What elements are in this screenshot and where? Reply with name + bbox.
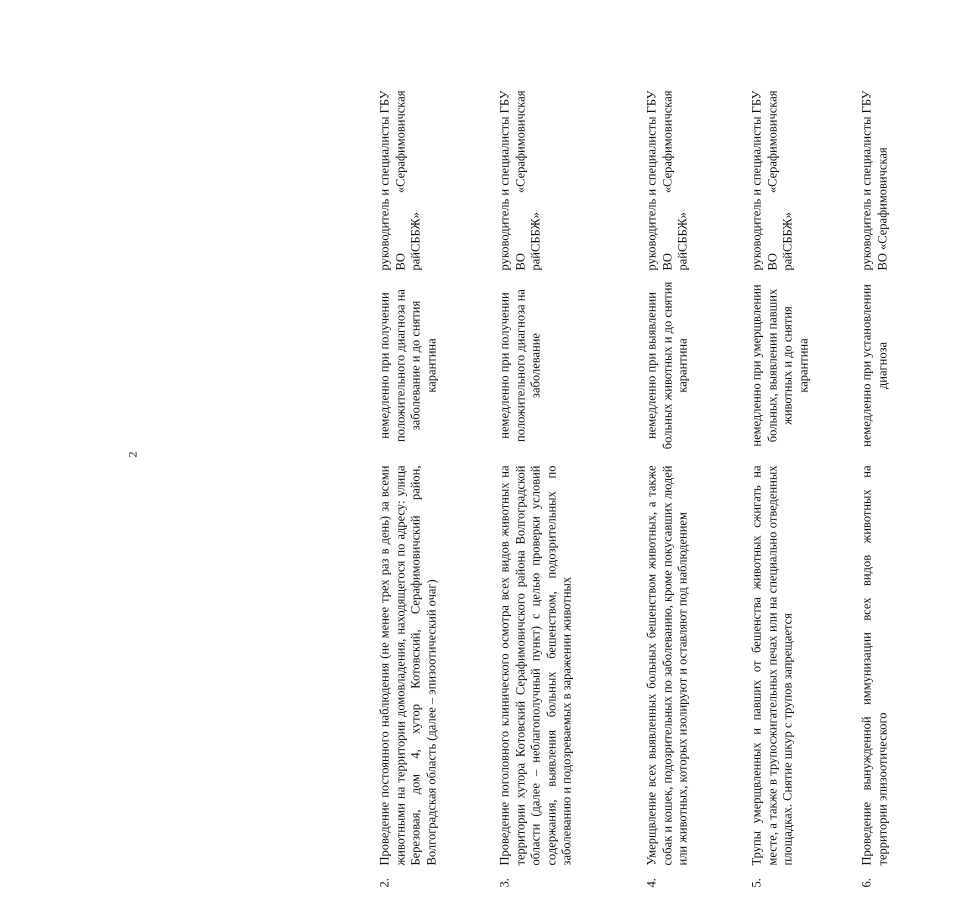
measure-responsible: руководитель и специалисты ГБУ ВО «Серафимовичская райСББЖ» bbox=[497, 90, 543, 271]
measure-responsible: руководитель и специалисты ГБУ ВО «Серафимовичская bbox=[859, 90, 889, 271]
rotated-table bbox=[320, 1, 960, 906]
measure-description: Проведение поголовного клинического осмотра всех видов животных на территории хутора Котовский Серафимовичского района Волгоградской области (далее – неблагополучный пункт) с целью проверки условий содержания, выявления больных бешенством, подозрительных по заболеванию и подозреваемых в заражении животных bbox=[497, 465, 574, 866]
measure-description: Проведение постоянного наблюдения (не менее трех раз в день) за всеми животными на территории домовладения, находящегося по адресу: улица Березовая, дом 4, хутор Котовский, Серафимовичский район, Волгоградская область (далее – эпизоотический очаг) bbox=[377, 465, 438, 866]
row-number: 5. bbox=[749, 878, 764, 888]
measure-deadline: немедленно при получении положительного диагноза на заболевание bbox=[497, 289, 543, 442]
row-number: 4. bbox=[644, 878, 659, 888]
measure-responsible: руководитель и специалисты ГБУ ВО «Серафимовичская райСББЖ» bbox=[644, 90, 690, 271]
measures-table bbox=[320, 1, 960, 906]
row-number: 6. bbox=[859, 878, 874, 888]
measure-deadline: немедленно при получении положительного диагноза на заболевание и до снятия карантина bbox=[377, 289, 438, 442]
measure-deadline: немедленно при выявлении больных животных и до снятия карантина bbox=[644, 281, 690, 450]
measure-description: Трупы умерщвленных и павших от бешенства животных сжигать на месте, а также в трупосжигательных печах или на специально отведенных площадках. Снятие шкур с трупов запрещается bbox=[749, 465, 795, 866]
measure-deadline: немедленно при установлении диагноза bbox=[859, 284, 889, 447]
measure-responsible: руководитель и специалисты ГБУ ВО «Серафимовичская райСББЖ» bbox=[749, 90, 795, 271]
measure-deadline: немедленно при умерщвлении больных, выявлении павших животных и до снятия карантина bbox=[749, 284, 810, 447]
page-number: 2 bbox=[125, 451, 140, 458]
measure-responsible: руководитель и специалисты ГБУ ВО «Серафимовичская райСББЖ» bbox=[377, 90, 423, 271]
measure-description: Проведение вынужденной иммунизации всех видов животных на территории эпизоотического bbox=[859, 465, 889, 866]
row-number: 3. bbox=[497, 878, 512, 888]
row-number: 2. bbox=[377, 878, 392, 888]
measure-description: Умерщвление всех выявленных больных бешенством животных, а также собак и кошек, подозрительных по заболеванию, кроме покусавших людей или животных, которых изолируют и оставляют под наблюдением bbox=[644, 465, 690, 866]
